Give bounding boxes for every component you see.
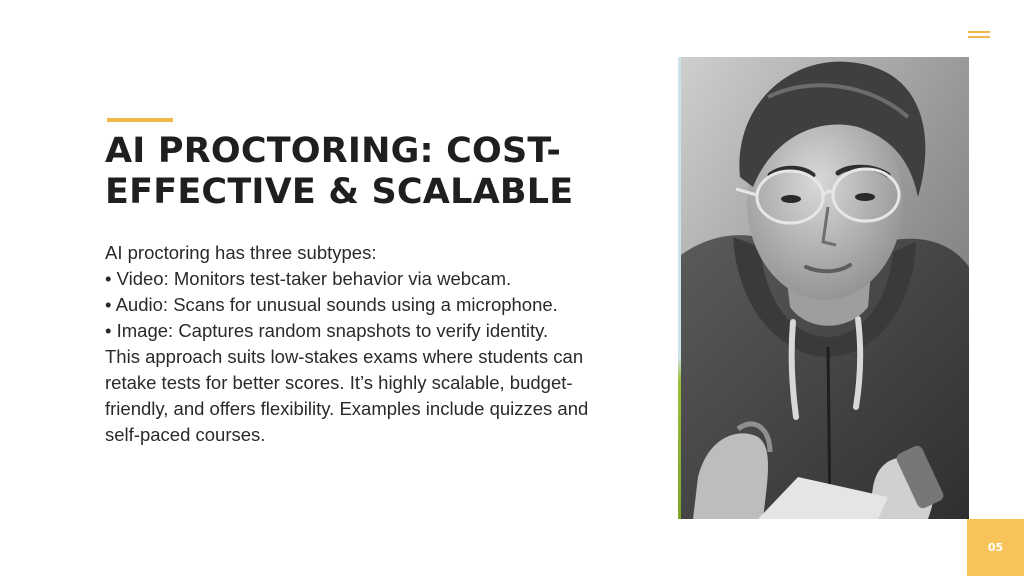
body-line: AI proctoring has three subtypes: [105,242,377,263]
slide-title [105,131,645,213]
menu-icon-line [968,36,990,38]
menu-icon[interactable] [968,31,990,39]
body-line: This approach suits low-stakes exams where students can [105,346,584,367]
slide-body [105,240,645,448]
body-line: friendly, and offers flexibility. Examples include quizzes and [105,398,589,419]
body-line: self-paced courses. [105,424,266,445]
body-line: retake tests for better scores. It’s highly scalable, budget- [105,372,573,393]
page-number: 05 [987,541,1004,554]
page-number-badge [967,519,1024,576]
photo-edge-accent [678,57,681,519]
person-photo [678,57,969,519]
slide-title-line: EFFECTIVE & SCALABLE [105,172,574,212]
person-illustration [678,57,969,519]
body-line: • Image: Captures random snapshots to verify identity. [105,320,549,341]
body-line: • Video: Monitors test-taker behavior via webcam. [105,268,512,289]
body-line: • Audio: Scans for unusual sounds using a microphone. [105,294,558,315]
title-accent-bar [107,118,173,122]
menu-icon-line [968,31,990,33]
slide-title-line: AI PROCTORING: COST- [105,131,562,171]
